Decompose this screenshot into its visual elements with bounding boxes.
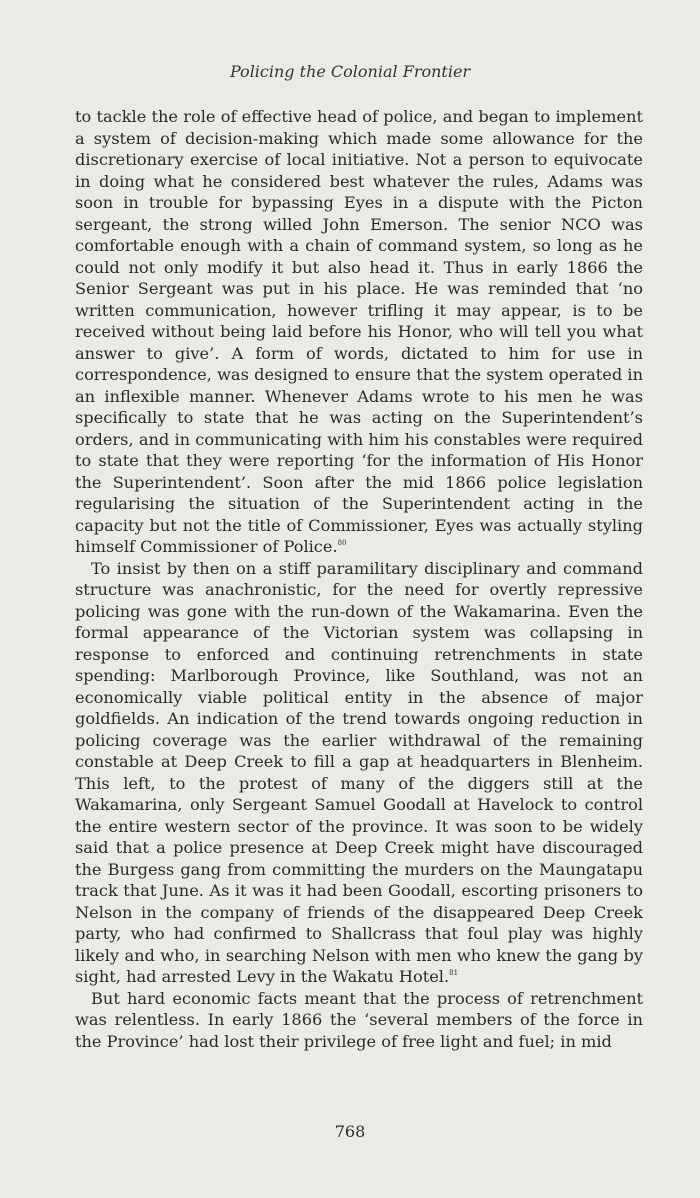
paragraph-1	[75, 106, 643, 558]
paragraph-3	[75, 988, 643, 1053]
paragraph-2	[75, 558, 643, 988]
paragraph-1-text: to tackle the role of effective head of police, and began to implement a system of decision-making which made some allowance for the discretionary exercise of local initiative. Not a person to equivocate in doing what he considered best whatever the rules, Adams was soon in trouble for bypassing Eyes in a dispute with the Picton sergeant, the strong willed John Emerson. The senior NCO was comfortable enough with a chain of command system, so long as he could not only modify it but also head it. Thus in early 1866 the Senior Sergeant was put in his place. He was reminded that ‘no written communication, however trifling it may appear, is to be received without being laid before his Honor, who will tell you what answer to give’. A form of words, dictated to him for use in correspondence, was designed to ensure that the system operated in an inflexible manner. Whenever Adams wrote to his men he was specifically to state that he was acting on the Superintendent’s orders, and in communicating with him his constables were required to state that they were reporting ‘for the information of His Honor the Superintendent’. Soon after the mid 1866 police legislation regularising the situation of the Superintendent acting in the capacity but not the title of Commissioner, Eyes was actually styling himself Commissioner of Police.	[75, 107, 643, 556]
paragraph-2-text: To insist by then on a stiff paramilitary disciplinary and command structure was anachronistic, for the need for overtly repressive policing was gone with the run-down of the Wakamarina. Even the formal appearance of the Victorian system was collapsing in response to enforced and continuing retrenchments in state spending: Marlborough Province, like Southland, was not an economically viable political entity in the absence of major goldfields. An indication of the trend towards ongoing reduction in policing coverage was the earlier withdrawal of the remaining constable at Deep Creek to fill a gap at headquarters in Blenheim. This left, to the protest of many of the diggers still at the Wakamarina, only Sergeant Samuel Goodall at Havelock to control the entire western sector of the province. It was soon to be widely said that a police presence at Deep Creek might have discouraged the Burgess gang from committing the murders on the Maungatapu track that June. As it was it had been Goodall, escorting prisoners to Nelson in the company of friends of the disappeared Deep Creek party, who had confirmed to Shallcrass that foul play was highly likely and who, in searching Nelson with men who knew the gang by sight, had arrested Levy in the Wakatu Hotel.	[75, 558, 643, 986]
running-head: Policing the Colonial Frontier	[229, 62, 471, 81]
paragraph-3-text: But hard economic facts meant that the process of retrenchment was relentless. In early 1866 the ‘several members of the force in the Province’ had lost their privilege of free light and fuel; in mid	[75, 988, 643, 1051]
page-number: 768	[334, 1122, 366, 1141]
footnote-ref-81[interactable]: 81	[449, 969, 459, 977]
footnote-ref-80[interactable]: 80	[337, 539, 347, 547]
body-text	[75, 106, 643, 1052]
